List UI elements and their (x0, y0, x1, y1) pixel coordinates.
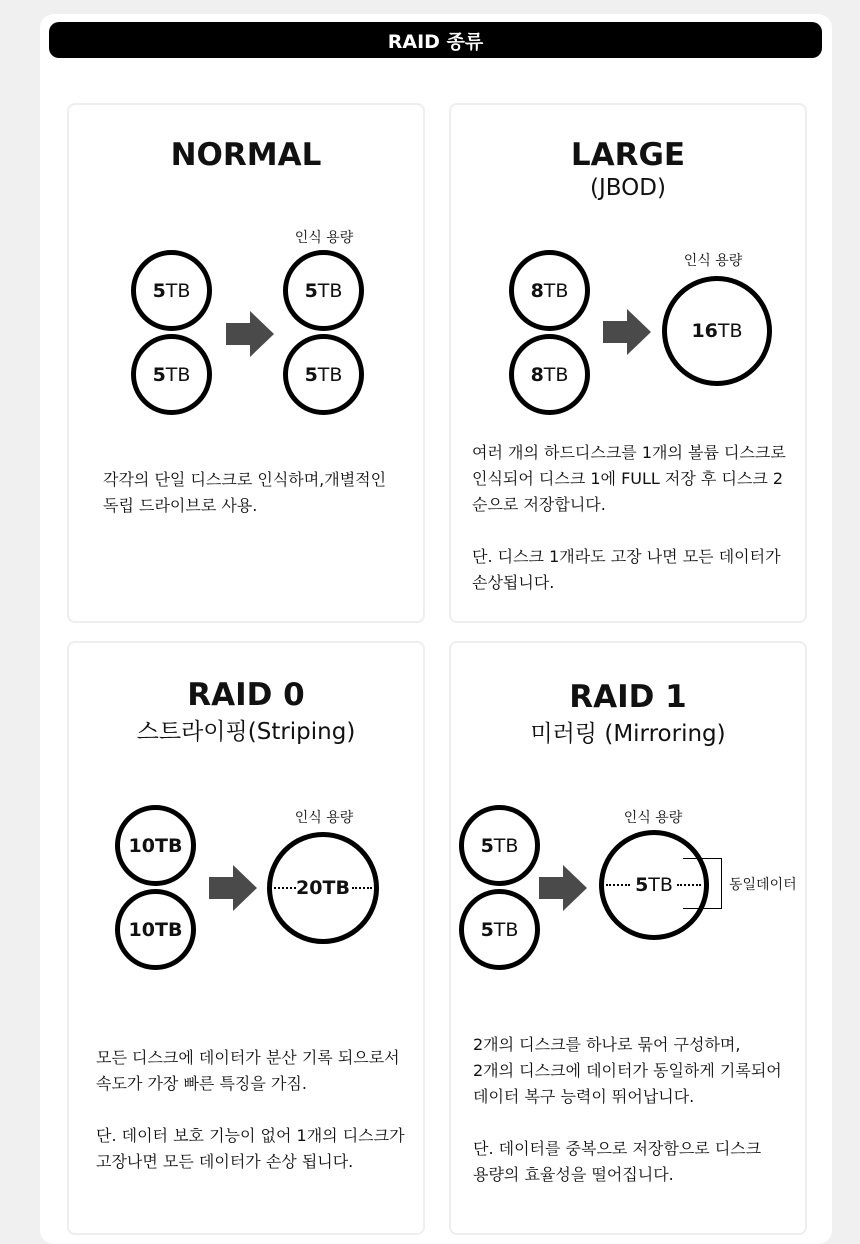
disk: 8 TB (509, 334, 590, 415)
arrow-right-icon (539, 865, 587, 911)
result-disk: 20 TB (267, 832, 379, 944)
same-data-label: 동일데이터 (729, 877, 797, 893)
disk: 5 TB (283, 250, 364, 331)
description: 모든 디스크에 데이터가 분산 기록 되으로서 속도가 가장 빠른 특징을 가짐. 단. 데이터 보호 기능이 없어 1개의 디스크가 고장나면 모든 데이터가 손상 됩니다. (96, 1048, 405, 1171)
arrow-right-icon (603, 309, 651, 355)
same-data-bracket (683, 858, 722, 909)
result-disk: 5 TB (599, 830, 709, 940)
card-subtitle: (JBOD) (590, 175, 666, 201)
card-title: NORMAL (170, 137, 322, 173)
description: 여러 개의 하드디스크를 1개의 볼륨 디스크로 인식되어 디스크 1에 FULL 저장 후 디스크 2 순으로 저장합니다. 단. 디스크 1개라도 고장 나면 모든 데이터가 손상됩니다. (472, 443, 786, 592)
capacity-label: 인식 용량 (294, 810, 354, 826)
disk: 8 TB (509, 250, 590, 331)
card-title: LARGE (570, 137, 686, 173)
result-disk: 16 TB (662, 276, 772, 386)
disk: 5 TB (283, 334, 364, 415)
dotted-line (606, 884, 630, 886)
disk: 10 TB (115, 889, 196, 970)
dotted-line (274, 887, 296, 889)
card-title: RAID 1 (569, 679, 687, 715)
card-title: RAID 0 (187, 677, 305, 713)
card-raid0 (67, 641, 425, 1235)
arrow-right-icon (209, 865, 257, 911)
card-subtitle: 미러링 (Mirroring) (530, 721, 726, 747)
arrow-right-icon (226, 311, 274, 357)
capacity-label: 인식 용량 (623, 810, 683, 826)
disk: 10 TB (115, 805, 196, 886)
card-raid1 (449, 641, 807, 1235)
disk: 5 TB (131, 250, 212, 331)
dotted-line (352, 887, 372, 889)
disk: 5 TB (459, 805, 540, 886)
card-large (449, 103, 807, 623)
description: 각각의 단일 디스크로 인식하며,개별적인 독립 드라이브로 사용. (103, 470, 387, 515)
capacity-label: 인식 용량 (683, 253, 743, 269)
description: 2개의 디스크를 하나로 묶어 구성하며, 2개의 디스크에 데이터가 동일하게 기록되어 데이터 복구 능력이 뛰어납니다. 단. 데이터를 중복으로 저장함으로 디스크 용량의 효율성을 떨어집니다. (473, 1035, 782, 1184)
card-subtitle: 스트라이핑(Striping) (136, 719, 356, 745)
disk: 5 TB (131, 334, 212, 415)
card-normal (67, 103, 425, 623)
page-title: RAID 종류 (49, 22, 822, 58)
capacity-label: 인식 용량 (294, 230, 354, 246)
disk: 5 TB (459, 889, 540, 970)
